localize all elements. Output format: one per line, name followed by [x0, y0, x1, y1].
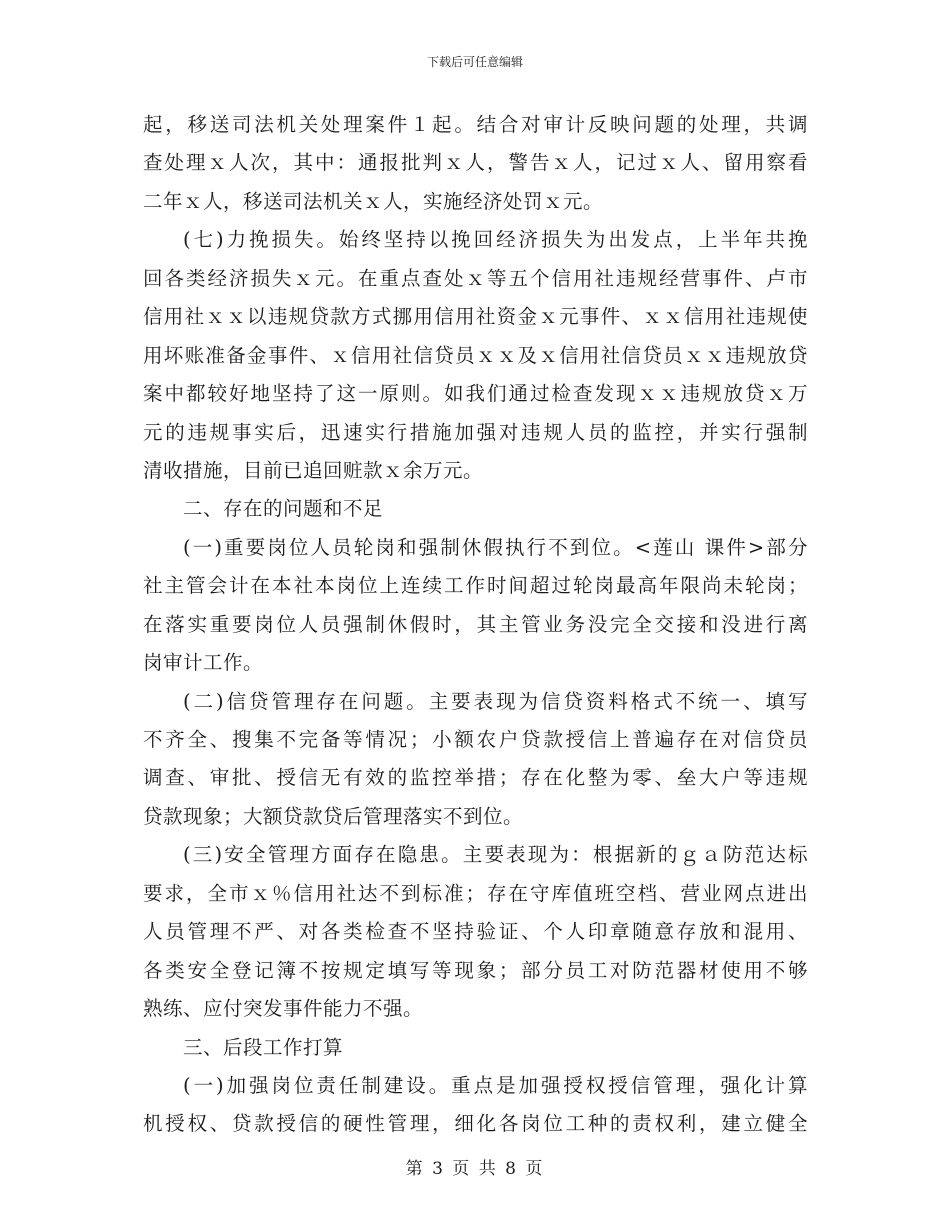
text-line: 三、后段工作打算: [183, 1035, 344, 1059]
text-line: (一)加强岗位责任制建设。重点是加强授权授信管理，强化计算: [183, 1073, 808, 1097]
text-line: 人员管理不严、对各类检查不坚持验证、个人印章随意存放和混用、: [143, 920, 808, 944]
text-line: 不齐全、搜集不完备等情况；小额农户贷款授信上普遍存在对信贷员: [143, 728, 808, 751]
text-line: 用坏账准备金事件、ｘ信用社信贷员ｘｘ及ｘ信用社信贷员ｘｘ违规放贷: [143, 343, 808, 367]
text-line: (三)安全管理方面存在隐患。主要表现为：根据新的ｇａ防范达标: [183, 843, 808, 867]
text-line: 信用社ｘｘ以违规贷款方式挪用信用社资金ｘ元事件、ｘｘ信用社违规使: [143, 305, 808, 329]
text-line: 二年ｘ人，移送司法机关ｘ人，实施经济处罚ｘ元。: [143, 189, 604, 213]
text-line: 案中都较好地坚持了这一原则。如我们通过检查发现ｘｘ违规放贷ｘ万: [143, 382, 808, 406]
text-line: 二、存在的问题和不足: [183, 497, 384, 521]
text-line: 贷款现象；大额贷款贷后管理落实不到位。: [143, 804, 524, 828]
text-line: 查处理ｘ人次，其中：通报批判ｘ人，警告ｘ人，记过ｘ人、留用察看: [143, 151, 808, 175]
text-line: 岗审计工作。: [143, 651, 264, 675]
page-number-footer: 第 3 页 共 8 页: [405, 1159, 545, 1179]
text-line: 社主管会计在本社本岗位上连续工作时间超过轮岗最高年限尚未轮岗；: [143, 574, 808, 598]
document-body: [143, 106, 808, 1144]
text-line: 清收措施，目前已追回赃款ｘ余万元。: [143, 458, 484, 482]
text-line: (七)力挽损失。始终坚持以挽回经济损失为出发点，上半年共挽: [183, 228, 808, 252]
page-header: 下载后可任意编辑: [426, 55, 523, 69]
text-line: 机授权、贷款授信的硬性管理，细化各岗位工种的责权利，建立健全: [143, 1112, 808, 1136]
text-line: (一)重要岗位人员轮岗和强制休假执行不到位。<莲山 课件>部分: [183, 535, 808, 559]
text-line: 调查、审批、授信无有效的监控举措；存在化整为零、垒大户等违规: [143, 766, 808, 790]
text-line: 回各类经济损失ｘ元。在重点查处ｘ等五个信用社违规经营事件、卢市: [143, 266, 808, 290]
text-line: (二)信贷管理存在问题。主要表现为信贷资料格式不统一、填写: [183, 689, 808, 713]
text-line: 要求，全市ｘ％信用社达不到标准；存在守库值班空档、营业网点进出: [143, 881, 808, 905]
text-line: 在落实重要岗位人员强制休假时，其主管业务没完全交接和没进行离: [143, 612, 808, 636]
text-line: 熟练、应付突发事件能力不强。: [143, 997, 424, 1021]
text-line: 各类安全登记簿不按规定填写等现象；部分员工对防范器材使用不够: [143, 958, 808, 982]
text-line: 起，移送司法机关处理案件１起。结合对审计反映问题的处理，共调: [143, 113, 808, 136]
text-line: 元的违规事实后，迅速实行措施加强对违规人员的监控，并实行强制: [143, 420, 808, 444]
